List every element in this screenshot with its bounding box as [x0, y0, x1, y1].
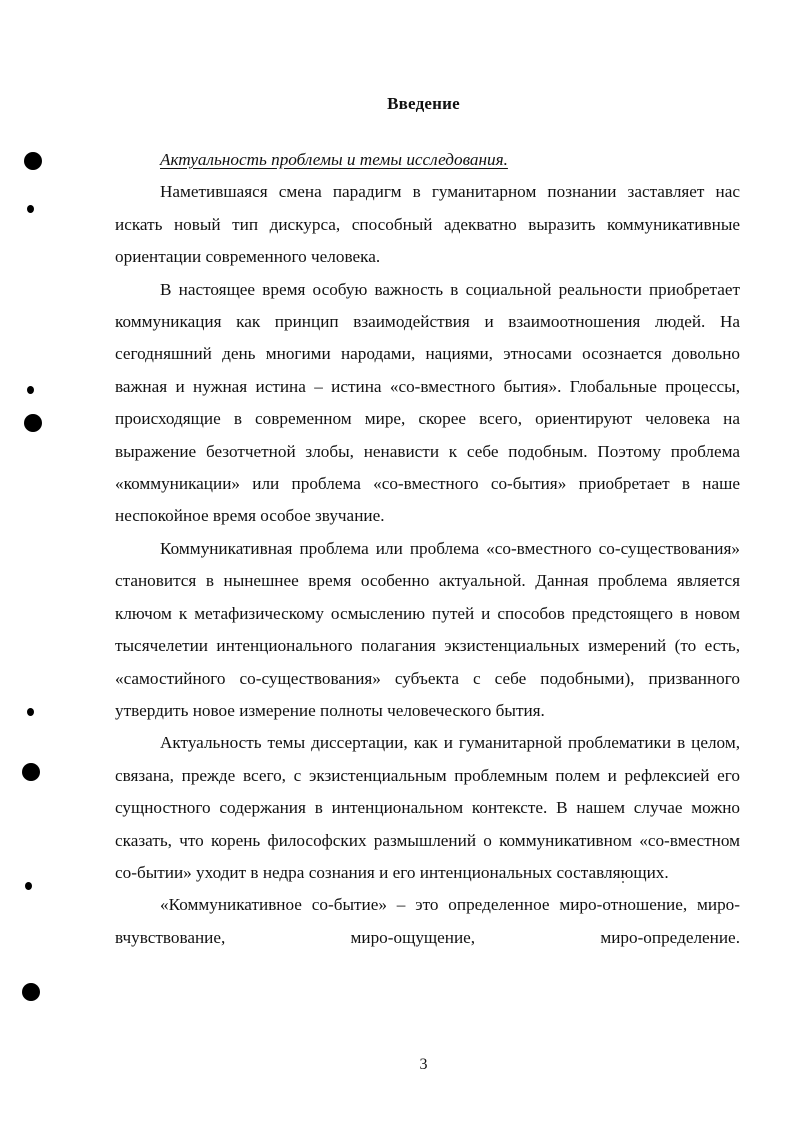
binder-hole [22, 983, 40, 1001]
paragraph: Актуальность темы диссертации, как и гуманитарной проблематики в целом, связана, прежде всего, с экзистенциальным проблемным полем и рефлексией его сущностного содержания в интенциональном контексте. В нашем случае можно сказать, что корень философских размышлений о коммуникативном «со-вместном со-бытии» уходит в недра сознания и его интенциональных составляющих. [115, 733, 740, 882]
binder-mark [25, 882, 32, 890]
paragraph: «Коммуникативное со-бытие» – это определенное миро-отношение, миро-вчувствование, миро-ощущение, миро-определение. [115, 895, 740, 947]
binder-hole [24, 414, 42, 432]
binder-mark [27, 386, 34, 394]
binder-hole [22, 763, 40, 781]
paragraph: Коммуникативная проблема или проблема «со-вместного со-существования» становится в нынешнее время особенно актуальной. Данная проблема является ключом к метафизическому осмыслению путей и способов предстоящего в новом тысячелетии интенционального полагания экзистенциальных измерений (то есть, «самостийного со-существования» субъекта с себе подобными), призванного утвердить новое измерение полноты человеческого бытия. [115, 538, 740, 720]
binder-mark [27, 708, 34, 716]
section-subheading: Актуальность проблемы и темы исследования. [160, 150, 508, 169]
binder-mark [27, 205, 34, 213]
body-text [115, 144, 740, 954]
paragraph: Наметившаяся смена парадигм в гуманитарном познании заставляет нас искать новый тип дискурса, способный адекватно выразить коммуникативные ориентации современного человека. [115, 182, 740, 267]
paragraph: В настоящее время особую важность в социальной реальности приобретает коммуникация как принцип взаимодействия и взаимоотношения людей. На сегодняшний день многими народами, нациями, этносами осознается довольно важная и нужная истина – истина «со-вместного бытия». Глобальные процессы, происходящие в современном мире, скорее всего, ориентируют человека на выражение безотчетной злобы, ненависти к себе подобным. Поэтому проблема «коммуникации» или проблема «со-вместного со-бытия» приобретает в наше неспокойное время особое звучание. [115, 279, 740, 526]
binder-hole [24, 152, 42, 170]
page-title: Введение [387, 94, 460, 113]
page-number: 3 [419, 1056, 428, 1073]
